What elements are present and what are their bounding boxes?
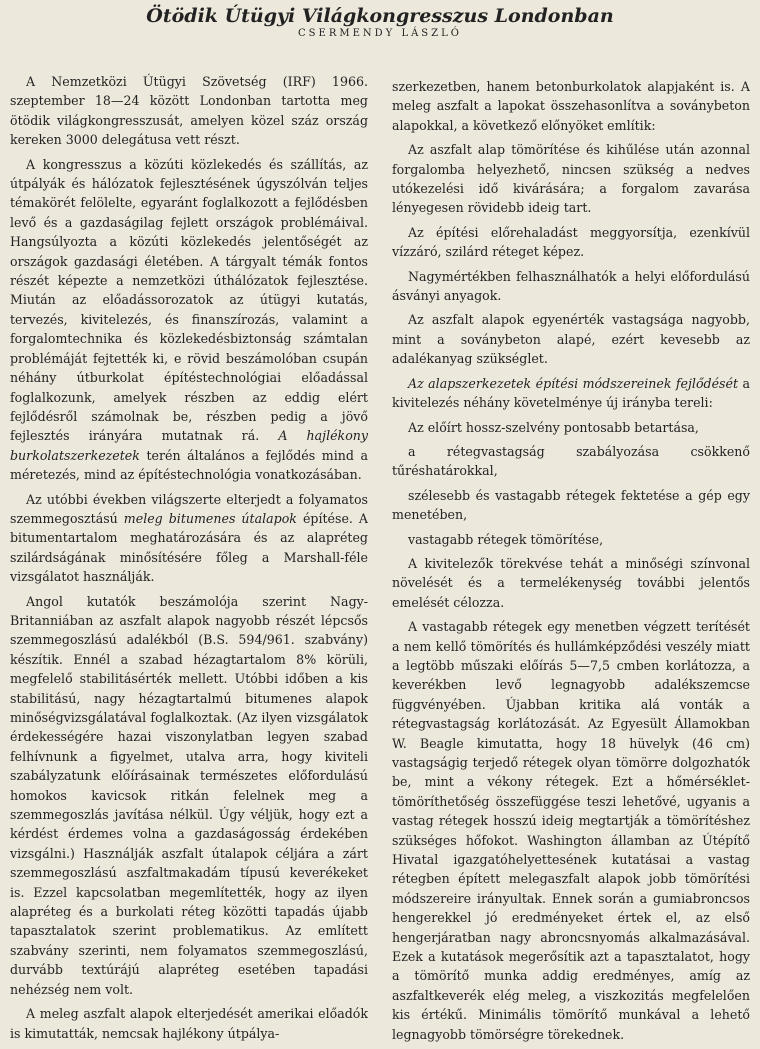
paragraph [392, 374, 750, 413]
paragraph: Az építési előrehaladást meggyorsítja, ezenkívül vízzáró, szilárd réteget képez. [392, 224, 750, 260]
emphasis-text: A hajlékony burkolatszerkezetek [10, 428, 368, 463]
paragraph: Az aszfalt alap tömörítése és kihűlése után azonnal forgalomba helyezhető, nincsen szükség a nedves utókezelési idő kivárására; a forgalom zavarása lényegesen rövidebb ideig tart. [392, 142, 750, 216]
paragraph: A Nemzetközi Útügyi Szövetség (IRF) 1966. szeptember 18—24 között Londonban tartotta meg ötödik világkongresszusát, amelyen közel száz ország kereken 3000 delegátusa vett részt. [10, 74, 368, 148]
emphasis-text: meleg bitumenes útalapok [123, 510, 297, 526]
article-author: CSERMENDY LÁSZLÓ [298, 28, 462, 39]
paragraph [10, 155, 368, 485]
paragraph: Angol kutatók beszámolója szerint Nagy-Britanniában az aszfalt alapok nagyobb részét lépcsős szemmegoszlású adalékból (B.S. 594/961. szabvány) készítik. Ennél a szabad hézagtartalom 8% körüli, megfelelő stabilitásérték mellett. Utóbbi időben a kis stabilitású, nagy hézagtartalmú bitumenes alapok minőségvizsgálatával foglalkoztak. (Az ilyen vizsgálatok érdekességére hazai viszonylatban legyen szabad felhívnunk a figyelmet, utalva arra, hogy kiviteli szabályzatunk előírásainak természetes előfordulású homokos kavicsok ritkán felelnek meg a szemmegoszlás javítása nélkül. Úgy véljük, hogy ezt a kérdést érdemes volna a gazdaságosság érdekében vizsgálni.) Használják aszfalt útalapok céljára a zárt szemmegoszlású aszfaltmakadám típusú keverékeket is. Ezzel kapcsolatban megemlítették, hogy az ilyen alapréteg és a burkolati réteg közötti tapadás újabb tapasztalatok szerint problematikus. Az említett szabvány szerinti, nem folyamatos szemmegoszlású, durvább textúrájú alapréteg esetében tapadási nehézség nem volt. [10, 593, 368, 997]
paragraph: A meleg aszfalt alapok elterjedését amerikai előadók is kimutatták, nemcsak hajlékony útpálya- [10, 1006, 368, 1041]
paragraph-text: terén általános a fejlődés mind a méretezés, mind az építéstechnológia vonatkozásában. [10, 447, 368, 483]
paragraph: A kivitelezők törekvése tehát a minőségi színvonal növelését és a termelékenység további jelentős emelését célozza. [392, 555, 750, 610]
paragraph: A vastagabb rétegek egy menetben végzett terítését a nem kellő tömörítés és hullámképződési veszély miatt a legtöbb műszaki előírás 5—7,5 cmben korlátozza, a keverékben levő legnagyobb adalékszemcse függvényében. Újabban kritika alá vonták a rétegvastagság korlátozását. Az Egyesült Államokban W. Beagle kimutatta, hogy 18 hüvelyk (46 cm) vastagságig terjedő rétegek olyan tömörre dolgozhatók be, mint a vékony rétegek. Ezt a hőmérséklet-tömöríthetőség összefüggése teszi lehetővé, ugyanis a vastag rétegek hosszú ideig megtartják a tömörítéshez szükséges hőfokot. Washington államban az Útépítő Hivatal igazgatóhelyettesének kutatásai a vastag rétegben épített melegaszfalt alapok jobb tömörítési módszereire irányultak. Ennek során a gumiabroncsos hengerekkel jó eredményeket értek el, az első hengerjáratban nagy abroncsnyomás alkalmazásával. Ezek a kutatások megerősítik azt a tapasztalatot, hogy a tömörítő munka addig eredményes, amíg az aszfaltkeverék elég meleg, a viszkozitás megfelelően kis értékű. Minimális tömörítő munkával a lehető legnagyobb tömörségre törekednek. [392, 619, 750, 1042]
emphasis-text: Az alapszerkezetek építési módszereinek fejlődését [408, 375, 739, 391]
paragraph: Az aszfalt alapok egyenérték vastagsága nagyobb, mint a soványbeton alapé, ezért kevesebb az adalékanyag szükséglet. [392, 312, 750, 367]
list-item: vastagabb rétegek tömörítése, [408, 531, 604, 547]
paragraph-text: A kongresszus a közúti közlekedés és szállítás, az útpályák és hálózatok fejlesztésének úgyszólván teljes témakörét felölelte, egyaránt foglalkozott a fejlődésben levő és a gazdaságilag fejlett országok problémáival. Hangsúlyozta a közúti közlekedés jelentőségét az országok gazdasági életében. A tárgyalt témák fontos részét képezte a nemzetközi úthálózatok fejlesztése. Miután az előadássorozatok az útügyi kutatás, tervezés, kivitelezés, és finanszírozás, valamint a forgalomtechnika és közlekedésbiztonság számtalan problémáját fejtették ki, e rövid beszámolóban csupán néhány útburkolat építéstechnológiai előadással foglalkozunk, amelyek részben az eddig elért fejlődésről számolnak be, részben pedig a jövő fejlesztés irányára mutatnak rá. [10, 156, 368, 444]
paragraph-text: Az utóbbi években világszerte elterjedt a folyamatos szemmegosztású [10, 491, 368, 526]
paragraph: Nagymértékben felhasználhatók a helyi előfordulású ásványi anyagok. [392, 268, 750, 304]
left-column [10, 72, 368, 1048]
list-item: szélesebb és vastagabb rétegek fektetése a gép egy menetében, [392, 487, 750, 523]
article-title: Ötödik Útügyi Világkongresszus Londonban [146, 5, 614, 27]
list-item: Az előírt hossz-szelvény pontosabb betartása, [408, 419, 699, 435]
list-item: a rétegvastagság szabályozása csökkenő tűréshatárokkal, [392, 443, 750, 479]
paragraph: szerkezetben, hanem betonburkolatok alapjaként is. A meleg aszfalt a lapokat összehasonlítva a soványbeton alapokkal, a következő előnyöket említik: [392, 79, 750, 133]
paragraph [10, 490, 368, 587]
paragraph-text: a kivitelezés néhány követelménye új irányba tereli: [392, 375, 750, 411]
paragraph-text: építése. A bitumentartalom meghatározására és az alapréteg szilárdságának minősítésére főleg a Marshall-féle vizsgálatot használják. [10, 510, 369, 585]
right-column [392, 77, 750, 1049]
